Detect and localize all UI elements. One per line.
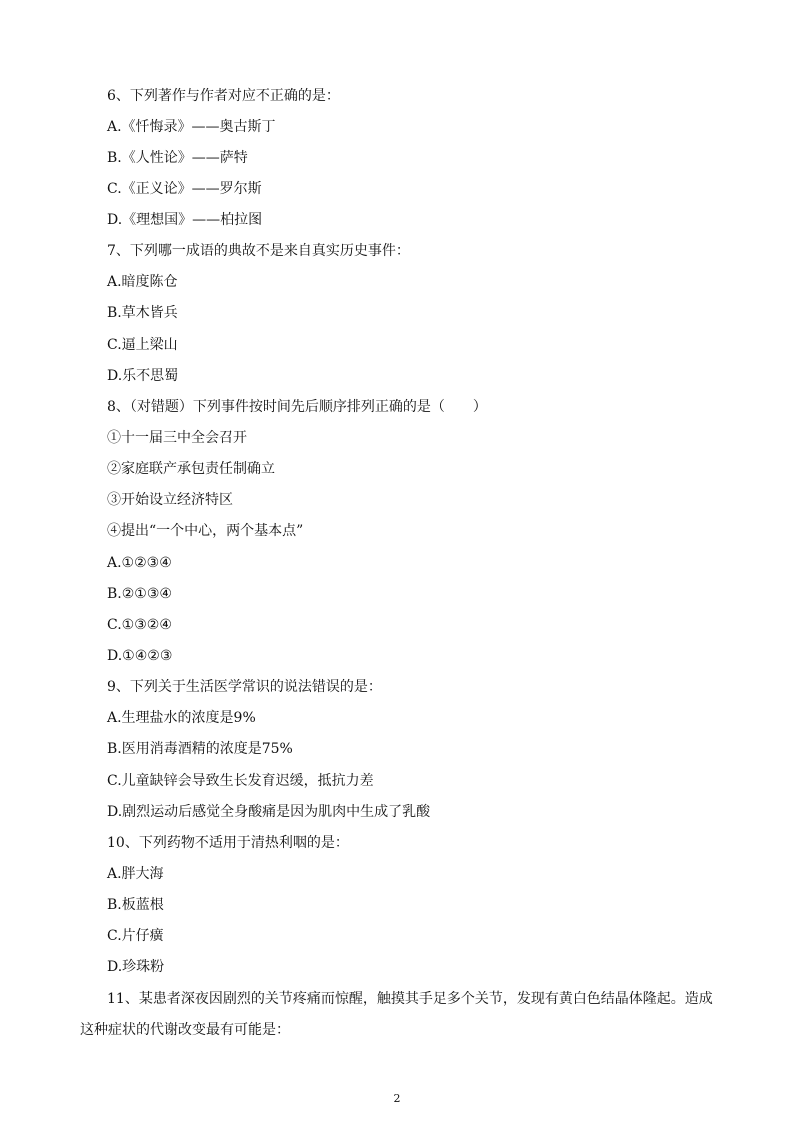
question-8-item-3: ③开始设立经济特区 <box>107 492 233 508</box>
question-9-stem: 9、下列关于生活医学常识的说法错误的是： <box>107 679 382 695</box>
question-8-option-b: B.②①③④ <box>107 586 172 602</box>
question-11-stem-line-1: 11、某患者深夜因剧烈的关节疼痛而惊醒，触摸其手足多个关节，发现有黄白色结晶体隆起。造成 <box>107 991 713 1007</box>
question-9-option-d: D.剧烈运动后感觉全身酸痛是因为肌肉中生成了乳酸 <box>107 804 431 820</box>
question-10-stem: 10、下列药物不适用于清热利咽的是： <box>107 835 349 851</box>
question-7-option-b: B.草木皆兵 <box>107 305 178 321</box>
question-10-option-a: A.胖大海 <box>107 866 164 882</box>
question-6-option-c: C.《正义论》——罗尔斯 <box>107 181 262 197</box>
question-7-stem: 7、下列哪一成语的典故不是来自真实历史事件： <box>107 243 410 259</box>
question-8-item-2: ②家庭联产承包责任制确立 <box>107 461 275 477</box>
question-10-option-d: D.珍珠粉 <box>107 959 165 975</box>
question-6-stem: 6、下列著作与作者对应不正确的是： <box>107 88 340 104</box>
question-11-stem-line-2: 这种症状的代谢改变最有可能是： <box>80 1022 290 1038</box>
question-10-option-b: B.板蓝根 <box>107 897 164 913</box>
question-9-option-a: A.生理盐水的浓度是9% <box>107 710 256 726</box>
question-9-option-b: B.医用消毒酒精的浓度是75% <box>107 741 293 757</box>
page-number: 2 <box>393 1092 401 1105</box>
question-6-option-b: B.《人性论》——萨特 <box>107 150 248 166</box>
question-8-stem: 8、（对错题）下列事件按时间先后顺序排列正确的是（ ） <box>107 399 487 415</box>
question-8-item-1: ①十一届三中全会召开 <box>107 430 247 446</box>
question-8-option-d: D.①④②③ <box>107 648 173 664</box>
question-6-option-a: A.《忏悔录》——奥古斯丁 <box>107 119 276 135</box>
question-8-item-4: ④提出“一个中心，两个基本点” <box>107 523 304 539</box>
question-6-option-d: D.《理想国》——柏拉图 <box>107 212 263 228</box>
question-7-option-c: C.逼上梁山 <box>107 337 178 353</box>
question-7-option-a: A.暗度陈仓 <box>107 274 178 290</box>
question-9-option-c: C.儿童缺锌会导致生长发育迟缓，抵抗力差 <box>107 773 374 789</box>
question-8-option-a: A.①②③④ <box>107 555 172 571</box>
question-10-option-c: C.片仔癀 <box>107 928 164 944</box>
question-7-option-d: D.乐不思蜀 <box>107 368 179 384</box>
question-8-option-c: C.①③②④ <box>107 617 172 633</box>
